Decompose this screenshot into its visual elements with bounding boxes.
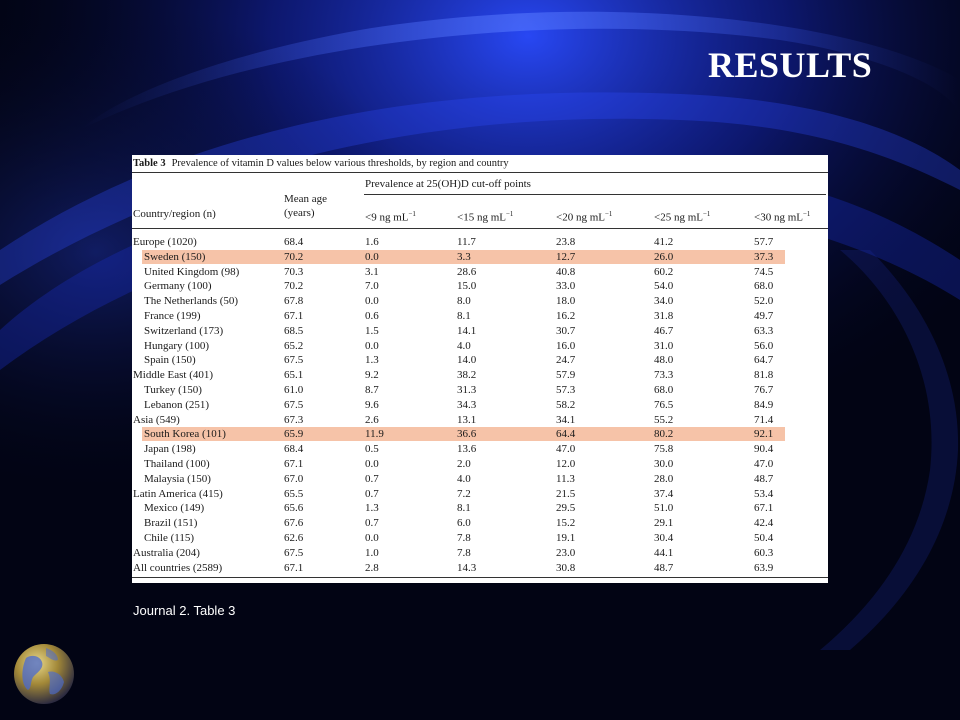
mean-age-cell: 65.9 — [284, 428, 304, 441]
prevalence-cell: 13.1 — [457, 413, 477, 426]
prevalence-cell: 34.1 — [556, 413, 576, 426]
prevalence-cell: 48.7 — [654, 561, 674, 574]
row-label: Thailand (100) — [144, 458, 210, 470]
prevalence-cell: 92.1 — [754, 428, 774, 441]
prevalence-cell: 31.8 — [654, 310, 674, 322]
mean-age-cell: 68.5 — [284, 324, 304, 337]
mean-age-header-2: (years) — [284, 207, 315, 219]
prevalence-cell: 1.0 — [365, 546, 379, 559]
mean-age-cell: 67.1 — [284, 458, 304, 470]
prevalence-cell: 67.1 — [754, 502, 774, 515]
prevalence-cell: 23.8 — [556, 236, 576, 248]
mean-age-cell: 65.6 — [284, 502, 304, 515]
prevalence-cell: 8.0 — [457, 295, 471, 308]
row-label: Lebanon (251) — [144, 398, 210, 411]
prevalence-cell: 55.2 — [654, 413, 674, 426]
prevalence-cell: 52.0 — [754, 295, 774, 308]
prevalence-cell: 36.6 — [457, 428, 477, 441]
prevalence-cell: 30.7 — [556, 324, 576, 337]
country-row — [132, 398, 828, 413]
mean-age-cell: 62.6 — [284, 532, 304, 544]
prevalence-cell: 51.0 — [654, 502, 674, 515]
prevalence-cell: 8.7 — [365, 384, 379, 396]
threshold-label: <15 ng mL — [457, 211, 506, 224]
threshold-label: <20 ng mL — [556, 211, 605, 224]
prevalence-cell: 37.3 — [754, 250, 774, 263]
group-header: Prevalence at 25(OH)D cut-off points — [365, 178, 531, 190]
prevalence-cell: 0.7 — [365, 517, 379, 530]
prevalence-cell: 76.7 — [754, 384, 774, 396]
prevalence-cell: 57.7 — [754, 236, 774, 248]
threshold-header — [365, 208, 416, 225]
prevalence-cell: 68.0 — [754, 280, 774, 293]
region-row — [132, 368, 828, 383]
country-row — [132, 279, 828, 294]
country-row — [132, 250, 828, 265]
prevalence-cell: 28.6 — [457, 265, 477, 278]
unit-exponent: −1 — [702, 210, 711, 218]
prevalence-cell: 47.0 — [556, 443, 576, 456]
country-row — [132, 324, 828, 339]
threshold-label: <25 ng mL — [654, 211, 703, 224]
row-label: Brazil (151) — [144, 517, 198, 530]
mean-age-cell: 65.5 — [284, 487, 304, 500]
prevalence-cell: 34.0 — [654, 295, 674, 308]
unit-exponent: −1 — [408, 210, 416, 218]
region-row — [132, 413, 828, 428]
row-label: Japan (198) — [144, 443, 196, 456]
mean-age-cell: 61.0 — [284, 384, 304, 396]
unit-exponent: −1 — [802, 210, 811, 218]
prevalence-cell: 0.0 — [365, 295, 379, 308]
mean-age-cell: 65.2 — [284, 339, 304, 352]
prevalence-cell: 14.1 — [457, 324, 477, 337]
prevalence-cell: 56.0 — [754, 339, 774, 352]
slide-title: RESULTS — [708, 45, 873, 85]
prevalence-cell: 28.0 — [654, 472, 674, 485]
prevalence-cell: 33.0 — [556, 280, 576, 293]
mean-age-cell: 67.5 — [284, 354, 304, 367]
mean-age-cell: 67.6 — [284, 517, 304, 530]
mean-age-cell: 70.2 — [284, 250, 304, 263]
prevalence-cell: 81.8 — [754, 369, 774, 382]
prevalence-cell: 2.0 — [457, 458, 471, 470]
country-row — [132, 501, 828, 516]
globe-icon — [12, 642, 76, 706]
prevalence-cell: 7.8 — [457, 532, 471, 544]
region-row — [132, 487, 828, 502]
bottom-rule — [132, 577, 828, 578]
prevalence-cell: 0.0 — [365, 250, 379, 263]
prevalence-cell: 71.4 — [754, 413, 774, 426]
table-figure — [132, 155, 828, 583]
country-row — [132, 457, 828, 472]
threshold-header — [754, 208, 810, 225]
country-row — [132, 383, 828, 398]
prevalence-cell: 19.1 — [556, 532, 576, 544]
prevalence-cell: 44.1 — [654, 546, 674, 559]
top-rule — [132, 172, 828, 173]
prevalence-cell: 58.2 — [556, 398, 576, 411]
country-row — [132, 265, 828, 280]
prevalence-cell: 76.5 — [654, 398, 674, 411]
prevalence-cell: 31.3 — [457, 384, 477, 396]
prevalence-cell: 63.3 — [754, 324, 774, 337]
prevalence-cell: 11.7 — [457, 236, 476, 248]
prevalence-cell: 57.9 — [556, 369, 576, 382]
group-rule — [364, 194, 826, 195]
prevalence-cell: 74.5 — [754, 265, 774, 278]
prevalence-cell: 57.3 — [556, 384, 576, 396]
prevalence-cell: 46.7 — [654, 324, 674, 337]
prevalence-cell: 84.9 — [754, 398, 774, 411]
mean-age-header-1: Mean age — [284, 193, 328, 205]
prevalence-cell: 9.6 — [365, 398, 379, 411]
mean-age-cell: 67.1 — [284, 561, 304, 574]
prevalence-cell: 30.8 — [556, 561, 576, 574]
prevalence-cell: 2.6 — [365, 413, 379, 426]
threshold-label: <9 ng mL — [365, 211, 409, 224]
prevalence-cell: 53.4 — [754, 487, 774, 500]
mean-age-cell: 67.8 — [284, 295, 304, 308]
prevalence-cell: 16.2 — [556, 310, 576, 322]
prevalence-cell: 14.0 — [457, 354, 477, 367]
row-label: Hungary (100) — [144, 339, 210, 352]
row-label: Europe (1020) — [133, 236, 197, 248]
prevalence-cell: 0.5 — [365, 443, 379, 456]
prevalence-cell: 42.4 — [754, 517, 774, 530]
mean-age-cell: 68.4 — [284, 236, 304, 248]
prevalence-cell: 48.7 — [754, 472, 774, 485]
row-label: Spain (150) — [144, 354, 196, 367]
prevalence-cell: 38.2 — [457, 369, 477, 382]
row-label: Mexico (149) — [144, 502, 205, 515]
prevalence-cell: 47.0 — [754, 458, 774, 470]
prevalence-cell: 3.3 — [457, 250, 471, 263]
prevalence-cell: 54.0 — [654, 280, 674, 293]
prevalence-cell: 90.4 — [754, 443, 774, 456]
row-label: France (199) — [144, 310, 201, 322]
row-label: Australia (204) — [133, 546, 200, 559]
prevalence-cell: 1.6 — [365, 236, 379, 248]
prevalence-cell: 64.7 — [754, 354, 774, 367]
mean-age-cell: 67.0 — [284, 472, 304, 485]
country-row — [132, 516, 828, 531]
country-row — [132, 309, 828, 324]
prevalence-cell: 8.1 — [457, 502, 471, 515]
prevalence-cell: 37.4 — [654, 487, 674, 500]
prevalence-cell: 0.0 — [365, 339, 379, 352]
row-label: Latin America (415) — [133, 487, 223, 500]
prevalence-cell: 7.8 — [457, 546, 471, 559]
prevalence-cell: 0.6 — [365, 310, 379, 322]
mean-age-cell: 68.4 — [284, 443, 304, 456]
prevalence-cell: 64.4 — [556, 428, 576, 441]
prevalence-cell: 50.4 — [754, 532, 774, 544]
prevalence-cell: 29.5 — [556, 502, 576, 515]
prevalence-cell: 15.0 — [457, 280, 477, 293]
prevalence-cell: 4.0 — [457, 339, 471, 352]
prevalence-cell: 8.1 — [457, 310, 471, 322]
prevalence-cell: 40.8 — [556, 265, 576, 278]
prevalence-cell: 1.3 — [365, 502, 379, 515]
mean-age-cell: 70.2 — [284, 280, 304, 293]
region-row — [132, 561, 828, 576]
prevalence-cell: 7.0 — [365, 280, 379, 293]
row-label: Malaysia (150) — [144, 472, 211, 485]
prevalence-cell: 1.5 — [365, 324, 379, 337]
prevalence-cell: 60.3 — [754, 546, 774, 559]
prevalence-cell: 9.2 — [365, 369, 379, 382]
header-rule — [132, 228, 828, 229]
country-row — [132, 294, 828, 309]
prevalence-cell: 68.0 — [654, 384, 674, 396]
country-row — [132, 427, 828, 442]
prevalence-cell: 23.0 — [556, 546, 576, 559]
table-caption-text: Prevalence of vitamin D values below various thresholds, by region and country — [171, 158, 509, 169]
prevalence-cell: 11.3 — [556, 472, 575, 485]
prevalence-cell: 13.6 — [457, 443, 477, 456]
threshold-label: <30 ng mL — [754, 211, 803, 224]
prevalence-cell: 12.7 — [556, 250, 576, 263]
row-label: The Netherlands (50) — [144, 295, 239, 308]
country-row — [132, 339, 828, 354]
country-row — [132, 531, 828, 546]
mean-age-cell: 67.5 — [284, 546, 304, 559]
prevalence-cell: 0.7 — [365, 472, 379, 485]
row-label: Middle East (401) — [133, 369, 214, 382]
threshold-header — [654, 208, 710, 225]
threshold-header — [457, 208, 513, 225]
prevalence-cell: 14.3 — [457, 561, 477, 574]
mean-age-cell: 67.5 — [284, 398, 304, 411]
row-label: Sweden (150) — [144, 250, 206, 263]
row-label: Chile (115) — [144, 532, 194, 544]
prevalence-cell: 48.0 — [654, 354, 674, 367]
prevalence-cell: 34.3 — [457, 398, 477, 411]
row-label: United Kingdom (98) — [144, 265, 240, 278]
prevalence-cell: 21.5 — [556, 487, 576, 500]
footnote: Journal 2. Table 3 — [133, 603, 236, 618]
prevalence-cell: 0.7 — [365, 487, 379, 500]
region-row — [132, 235, 828, 250]
region-row — [132, 546, 828, 561]
prevalence-cell: 75.8 — [654, 443, 674, 456]
prevalence-cell: 6.0 — [457, 517, 471, 530]
row-label: South Korea (101) — [144, 428, 226, 441]
table-caption — [133, 158, 509, 169]
mean-age-cell: 65.1 — [284, 369, 304, 382]
mean-age-cell: 70.3 — [284, 265, 304, 278]
prevalence-cell: 24.7 — [556, 354, 576, 367]
prevalence-cell: 1.3 — [365, 354, 379, 367]
prevalence-cell: 26.0 — [654, 250, 674, 263]
mean-age-cell: 67.1 — [284, 310, 304, 322]
prevalence-cell: 60.2 — [654, 265, 674, 278]
prevalence-cell: 11.9 — [365, 428, 384, 441]
threshold-header — [556, 208, 612, 225]
prevalence-cell: 63.9 — [754, 561, 774, 574]
prevalence-cell: 3.1 — [365, 265, 379, 278]
prevalence-cell: 7.2 — [457, 487, 471, 500]
prevalence-cell: 73.3 — [654, 369, 674, 382]
prevalence-cell: 15.2 — [556, 517, 576, 530]
country-row — [132, 353, 828, 368]
prevalence-cell: 80.2 — [654, 428, 674, 441]
prevalence-cell: 2.8 — [365, 561, 379, 574]
country-header: Country/region (n) — [133, 208, 216, 220]
row-label: Turkey (150) — [144, 384, 202, 396]
prevalence-cell: 0.0 — [365, 532, 379, 544]
unit-exponent: −1 — [505, 210, 514, 218]
prevalence-cell: 30.0 — [654, 458, 674, 470]
country-row — [132, 442, 828, 457]
row-label: All countries (2589) — [133, 561, 223, 574]
unit-exponent: −1 — [604, 210, 613, 218]
prevalence-cell: 29.1 — [654, 517, 674, 530]
prevalence-cell: 49.7 — [754, 310, 774, 322]
row-label: Asia (549) — [133, 413, 180, 426]
prevalence-cell: 4.0 — [457, 472, 471, 485]
mean-age-cell: 67.3 — [284, 413, 304, 426]
prevalence-cell: 30.4 — [654, 532, 674, 544]
country-row — [132, 472, 828, 487]
row-label: Switzerland (173) — [144, 324, 224, 337]
prevalence-cell: 41.2 — [654, 236, 674, 248]
prevalence-cell: 31.0 — [654, 339, 674, 352]
prevalence-cell: 18.0 — [556, 295, 576, 308]
prevalence-cell: 0.0 — [365, 458, 379, 470]
row-label: Germany (100) — [144, 280, 212, 293]
prevalence-cell: 16.0 — [556, 339, 576, 352]
table-label: Table 3 — [133, 158, 166, 169]
prevalence-cell: 12.0 — [556, 458, 576, 470]
